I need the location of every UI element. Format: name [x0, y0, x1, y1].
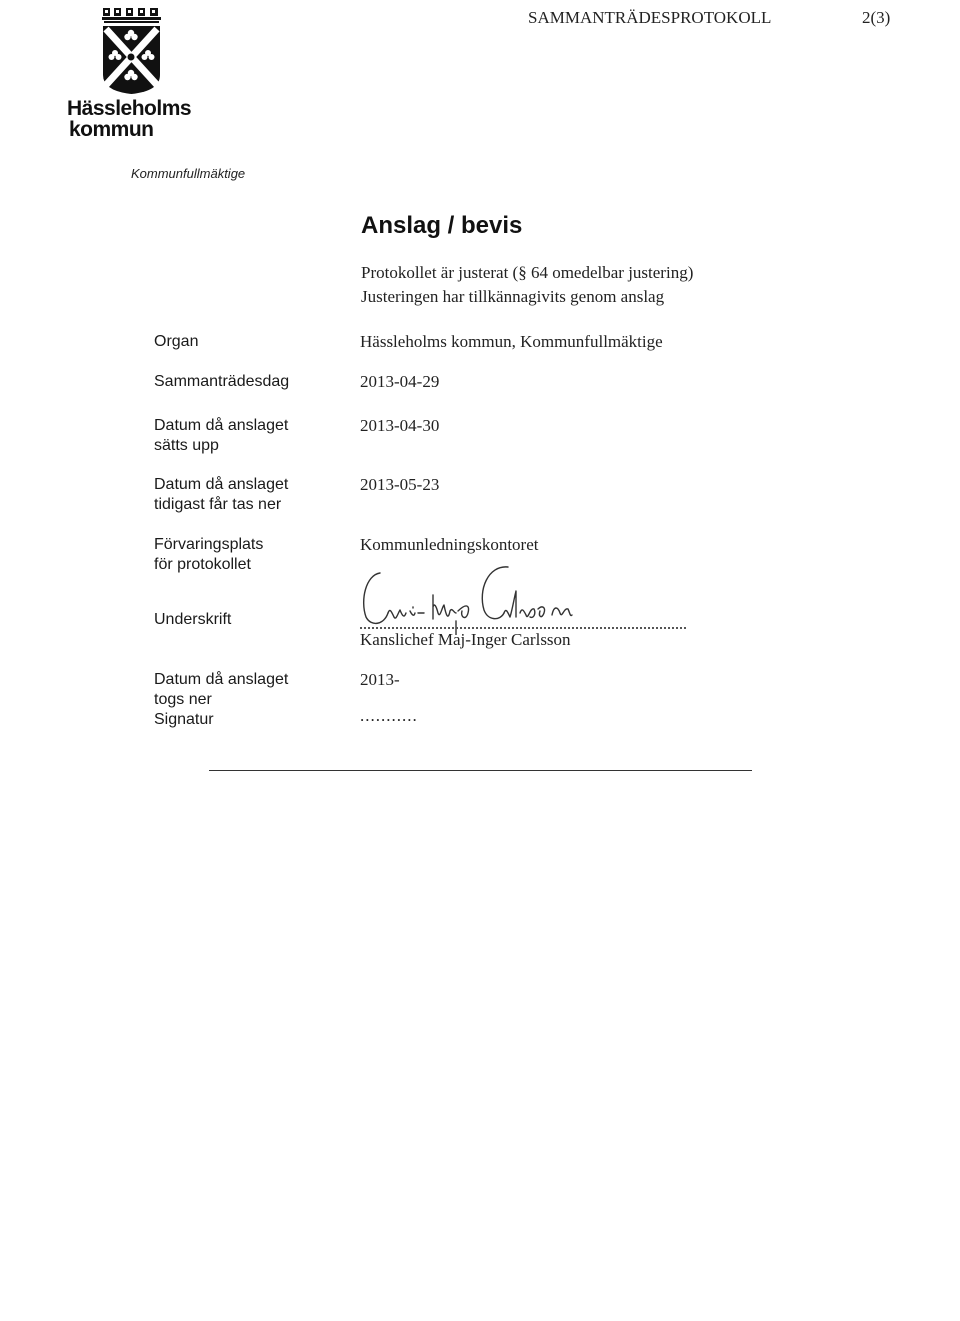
page-number: 2(3) [862, 8, 891, 27]
bottom-divider [209, 770, 752, 771]
field-value-storage-location: Kommunledningskontoret [360, 535, 539, 554]
municipality-name [67, 98, 191, 140]
field-value-signer: Kanslichef Maj-Inger Carlsson [360, 630, 571, 649]
municipality-logo-icon [100, 5, 163, 95]
handwritten-signature [358, 555, 608, 635]
department-name: Kommunfullmäktige [131, 166, 246, 181]
field-label-posted-date: Datum då anslaget sätts upp [154, 417, 289, 454]
intro-line-1: Protokollet är justerat (§ 64 omedelbar justering) [361, 263, 694, 282]
field-value-posted-date: 2013-04-30 [360, 416, 440, 435]
field-value-meeting-date: 2013-04-29 [360, 372, 440, 391]
field-label-earliest-removal-date: Datum då anslaget tidigast får tas ner [154, 476, 289, 513]
page-title: Anslag / bevis [361, 212, 523, 239]
document-type: SAMMANTRÄDESPROTOKOLL [528, 8, 772, 27]
field-value-earliest-removal-date: 2013-05-23 [360, 475, 440, 494]
field-label-initials: Signatur [154, 711, 214, 728]
signature-line [360, 627, 686, 629]
field-value-removed-date: 2013- [360, 670, 400, 689]
municipality-name-line2: kommun [69, 118, 154, 141]
field-label-organ: Organ [154, 333, 199, 350]
field-label-removed-date: Datum då anslaget togs ner [154, 671, 289, 708]
field-value-organ: Hässleholms kommun, Kommunfullmäktige [360, 332, 663, 351]
municipality-name-line1: Hässleholms [67, 97, 192, 120]
field-label-meeting-date: Sammanträdesdag [154, 373, 290, 390]
field-label-storage-location: Förvaringsplats för protokollet [154, 536, 264, 573]
field-value-initials: ........... [360, 706, 418, 725]
field-label-signature: Underskrift [154, 611, 232, 628]
intro-line-2: Justeringen har tillkännagivits genom anslag [361, 287, 665, 306]
